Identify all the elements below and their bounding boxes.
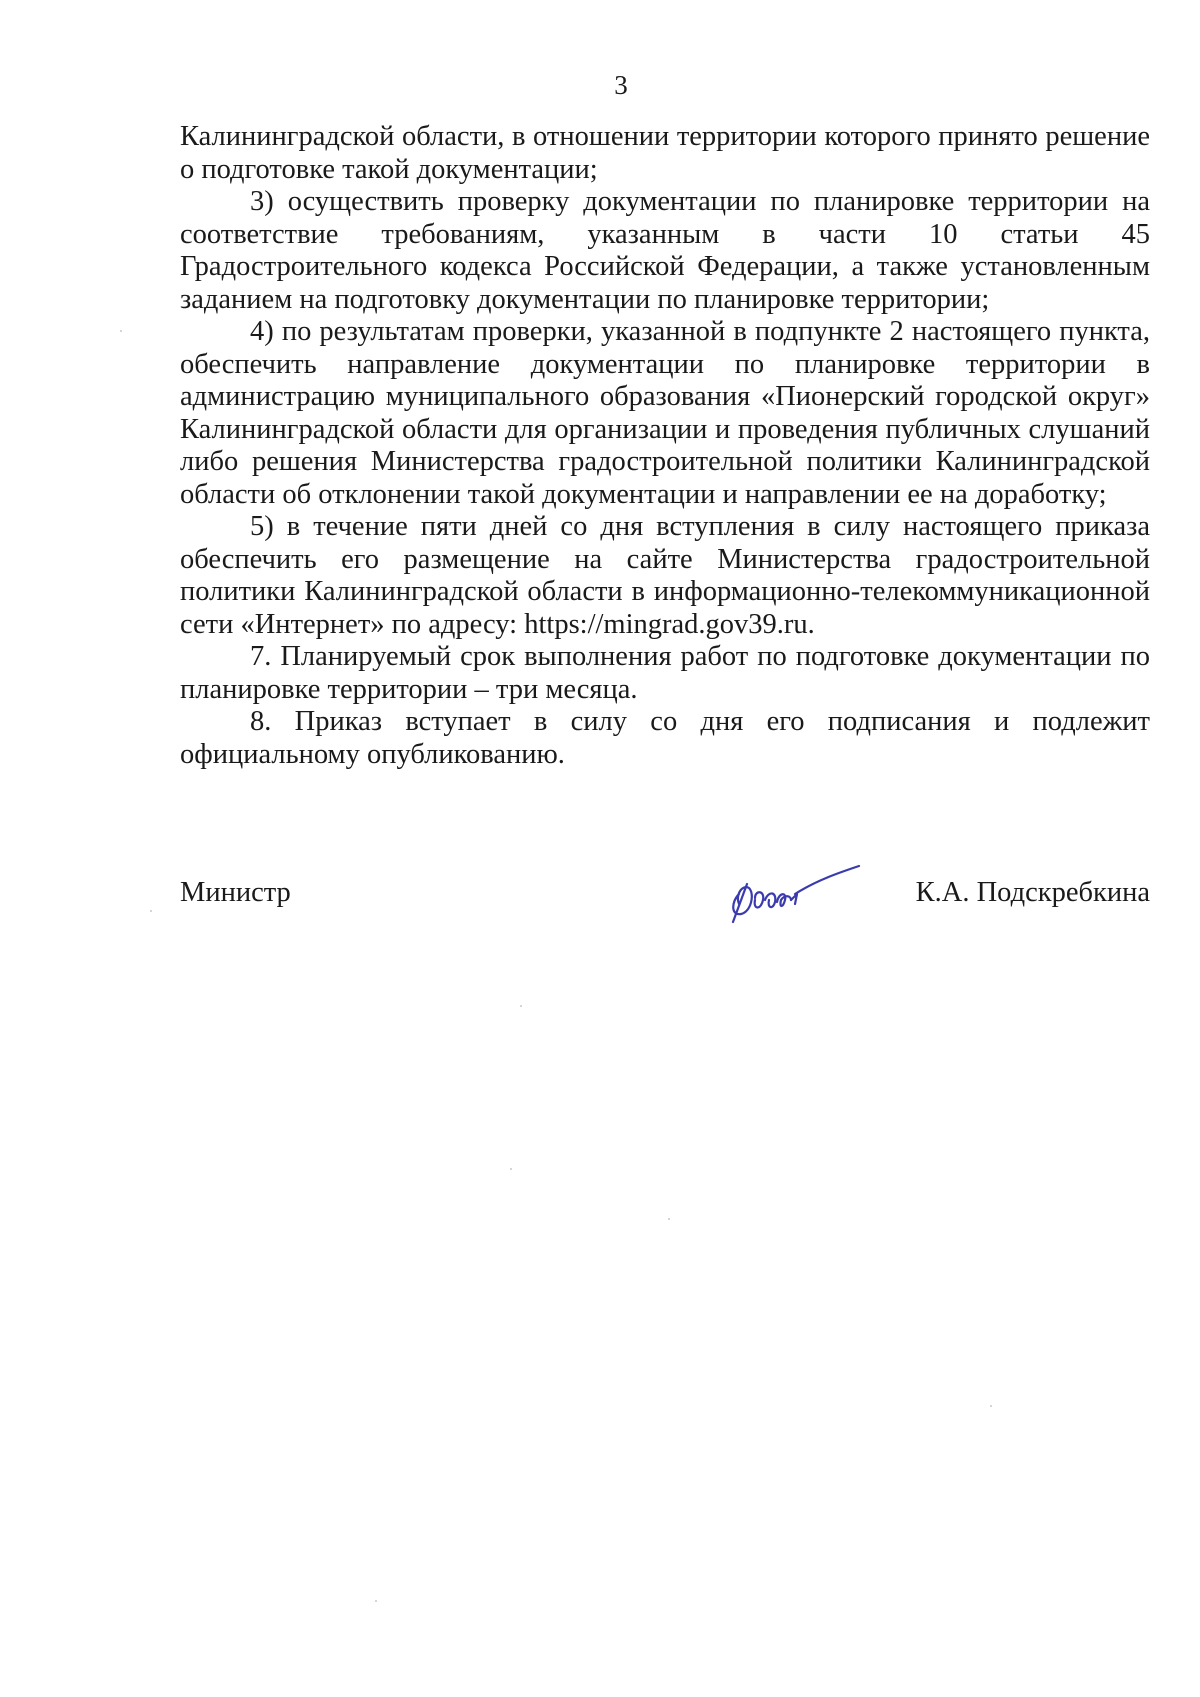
scan-speck — [510, 1168, 512, 1170]
page-number: 3 — [614, 70, 628, 100]
signatory-name: К.А. Подскребкина — [915, 877, 1150, 908]
paragraph-item-5: 5) в течение пяти дней со дня вступления в силу настоящего приказа обеспечить его размещение на сайте Министерства градостроительной политики Калининградской области в информационно-телекоммуникационной сети «Интернет» по адресу: https://mingrad.gov39.ru. — [180, 511, 1150, 640]
scan-speck — [990, 1405, 992, 1407]
signature-block — [180, 862, 1150, 932]
scan-speck — [375, 1600, 377, 1602]
scan-speck — [520, 1005, 522, 1007]
scan-speck — [668, 1218, 670, 1220]
paragraph-item-8: 8. Приказ вступает в силу со дня его подписания и подлежит официальному опубликованию. — [180, 706, 1150, 770]
signatory-title: Министр — [180, 877, 291, 908]
paragraph-item-4: 4) по результатам проверки, указанной в подпункте 2 настоящего пункта, обеспечить направление документации по планировке территории в администрацию муниципального образования «Пионерский городской округ» Калининградской области для организации и проведения публичных слушаний либо решения Министерства градостроительной политики Калининградской области об отклонении такой документации и направлении ее на доработку; — [180, 316, 1150, 510]
scan-speck — [150, 910, 152, 912]
scan-speck — [120, 330, 122, 332]
paragraph-continuation: Калининградской области, в отношении территории которого принято решение о подготовке такой документации; — [180, 121, 1150, 185]
paragraph-item-7: 7. Планируемый срок выполнения работ по подготовке документации по планировке территории – три месяца. — [180, 641, 1150, 705]
document-body — [180, 121, 1150, 771]
handwritten-signature — [725, 854, 865, 926]
paragraph-item-3: 3) осуществить проверку документации по планировке территории на соответствие требованиям, указанным в части 10 статьи 45 Градостроительного кодекса Российской Федерации, а также установленным заданием на подготовку документации по планировке территории; — [180, 186, 1150, 315]
